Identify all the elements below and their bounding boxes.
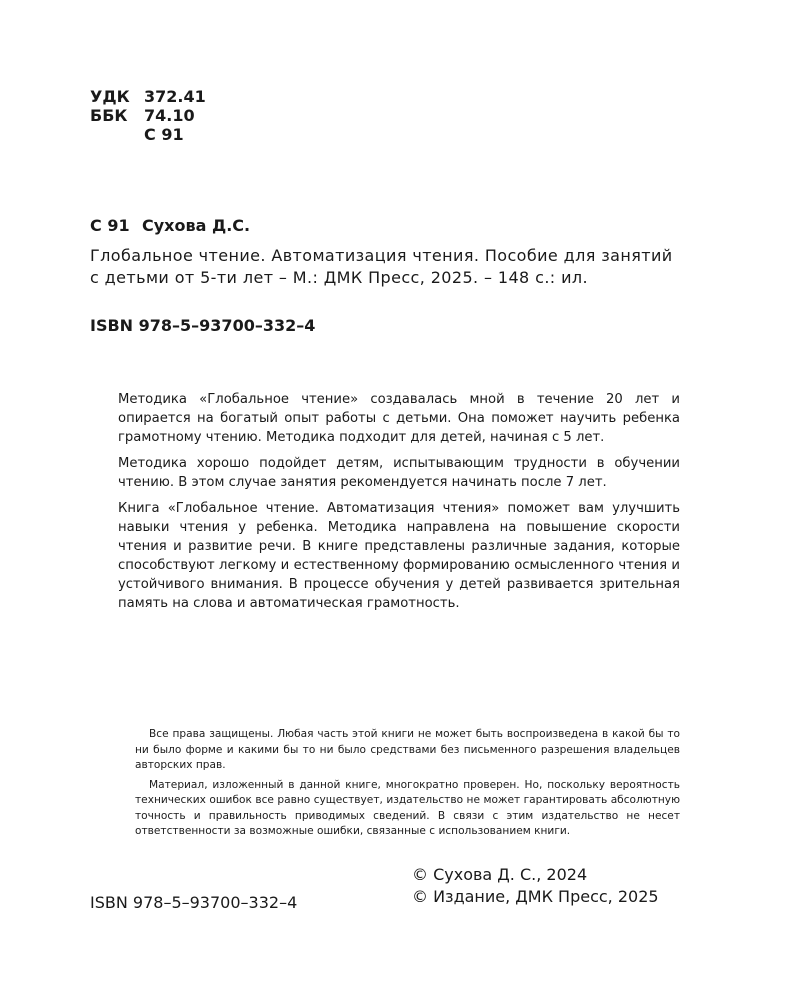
biblio-line-2: с детьми от 5-ти лет – М.: ДМК Пресс, 2025. – 148 с.: ил. (90, 268, 588, 287)
annotation-paragraph-2: Методика хорошо подойдет детям, испытывающим трудности в обучении чтению. В этом случае занятия рекомендуется начинать после 7 лет. (118, 456, 680, 490)
isbn-heading: ISBN 978–5–93700–332–4 (90, 316, 316, 335)
isbn-footer: ISBN 978–5–93700–332–4 (90, 893, 298, 912)
udk-row (90, 86, 206, 107)
rights-notice (135, 727, 680, 844)
annotation-paragraph-1: Методика «Глобальное чтение» создавалась мной в течение 20 лет и опирается на богатый опыт работы с детьми. Она поможет научить ребенка грамотному чтению. Методика подходит для детей, начиная с 5 лет. (118, 392, 680, 445)
rights-paragraph-2: Материал, изложенный в данной книге, многократно проверен. Но, поскольку вероятность технических ошибок все равно существует, издательство не может гарантировать абсолютную точность и правильность приводимых сведений. В связи с этим издательство не несет ответственности за возможные ошибки, связанные с использованием книги. (135, 778, 680, 837)
annotation-paragraph-3: Книга «Глобальное чтение. Автоматизация чтения» поможет вам улучшить навыки чтения у ребенка. Методика направлена на повышение скорости чтения и развитие речи. В книге представлены различные задания, которые способствуют легкому и естественному формированию осмысленного чтения и устойчивого внимания. В процессе обучения у детей развивается зрительная память на слова и автоматическая грамотность. (118, 501, 680, 611)
author-entry (90, 216, 250, 235)
copyright-author: © Сухова Д. С., 2024 (412, 865, 588, 884)
udk-value: 372.41 (144, 87, 206, 106)
copyright-block (412, 864, 659, 908)
bbk-label: ББК (90, 106, 128, 125)
bbk-value: 74.10 (144, 106, 195, 125)
biblio-line-1: Глобальное чтение. Автоматизация чтения. Пособие для занятий (90, 246, 673, 265)
rights-paragraph-1: Все права защищены. Любая часть этой книги не может быть воспроизведена в какой бы то ни было форме и какими бы то ни было средствами без письменного разрешения владельцев авторских прав. (135, 728, 680, 771)
udk-label: УДК (90, 87, 130, 106)
author-code: С 91 (90, 216, 130, 235)
bibliographic-description (90, 245, 730, 289)
copyright-publisher: © Издание, ДМК Пресс, 2025 (412, 887, 659, 906)
author-mark-row (90, 124, 184, 145)
author-mark: С 91 (144, 125, 184, 144)
author-name: Сухова Д.С. (142, 216, 251, 235)
annotation (118, 390, 680, 620)
bbk-row (90, 105, 195, 126)
